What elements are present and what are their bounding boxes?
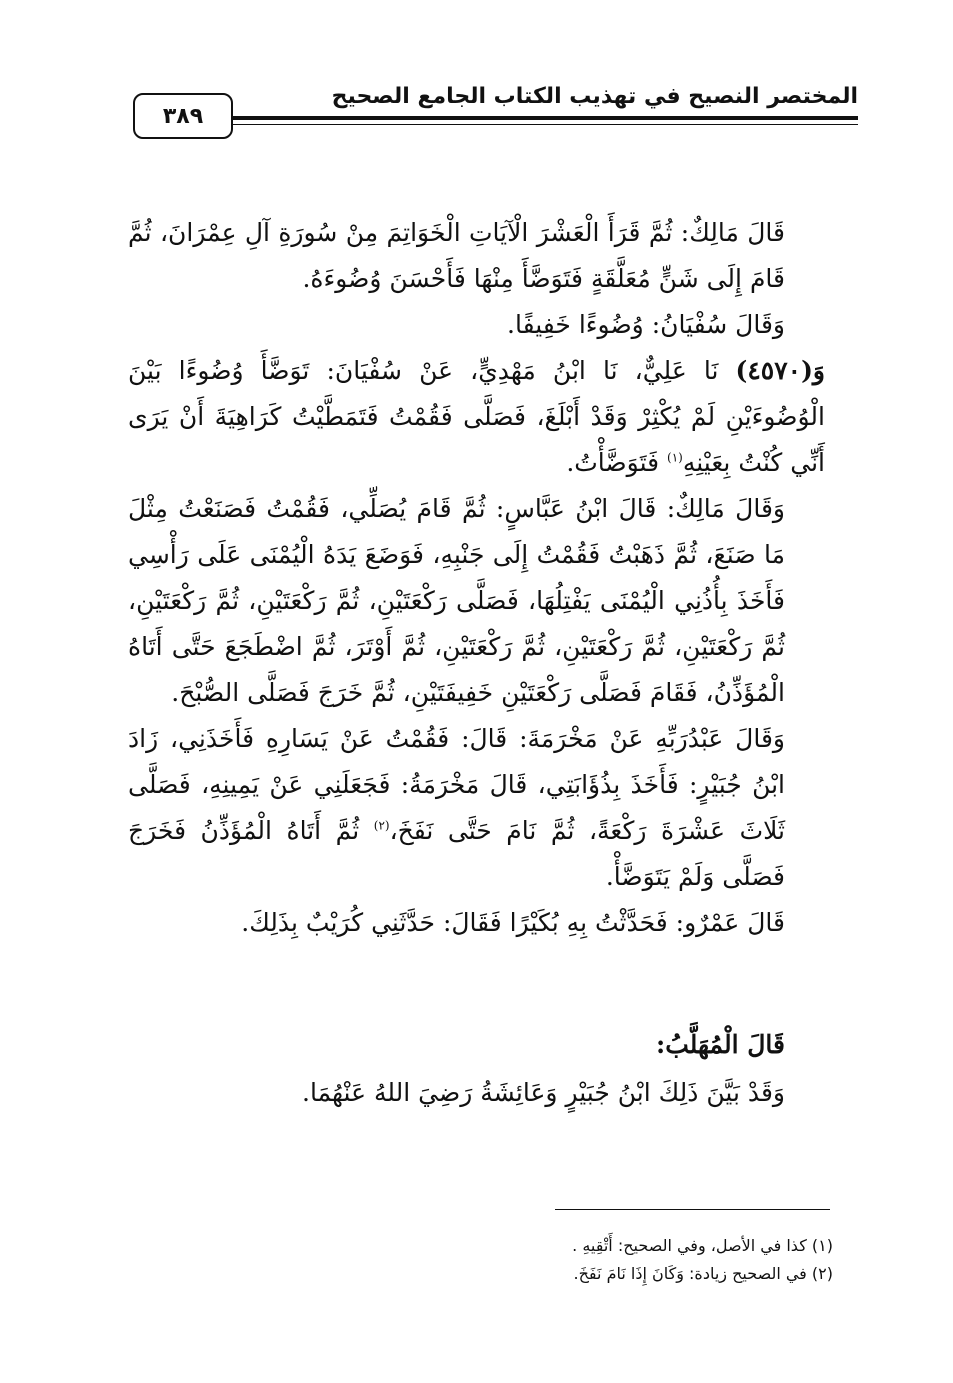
- paragraph-3-text: نَا عَلِيٌّ، نَا ابْنُ مَهْدِيٍّ، عَنْ سُفْيَانَ: تَوَضَّأَ وُضُوءًا بَيْنَ الْوُضُوءَيْنِ لَمْ يُكْثِرْ وَقَدْ أَبْلَغَ، فَصَلَّى فَقُمْتُ فَتَمَطَّيْتُ كَرَاهِيَةَ أَنْ يَرَى أَنِّي كُنْتُ بِعَيْنِهِ: [128, 356, 825, 477]
- paragraph-5-text: وَقَالَ عَبْدُرَبِّهِ عَنْ مَخْرَمَةَ: قَالَ: فَقُمْتُ عَنْ يَسَارِهِ فَأَخَذَنِي، زَادَ ابْنُ جُبَيْرٍ: فَأَخَذَ بِذُؤَابَتِي، قَالَ مَخْرَمَةُ: فَجَعَلَنِي عَنْ يَمِينِهِ، فَصَلَّى ثَلَاثَ عَشْرَةَ رَكْعَةً، ثُمَّ نَامَ حَتَّى نَفَخَ،: [128, 724, 786, 845]
- footnote-separator: [555, 1209, 830, 1210]
- footnote-ref-1: (١): [667, 450, 683, 465]
- hadith-number: وَ(٤٥٧٠): [735, 356, 825, 385]
- header-rule-thin: [232, 124, 858, 125]
- paragraph-2: وَقَالَ سُفْيَانُ: وُضُوءًا خَفِيفًا.: [507, 310, 785, 339]
- section-heading: قَالَ الْمُهَلَّبُ:: [655, 1030, 785, 1059]
- footnote-2: (٢) في الصحيح زيادة: وَكَانَ إِذَا نَامَ نَفَخَ.: [573, 1264, 833, 1283]
- paragraph-3-end: فَتَوَضَّأْتُ.: [566, 448, 660, 477]
- section-text: وَقَدْ بَيَّنَ ذَلِكَ ابْنُ جُبَيْرٍ وَعَائِشَةُ رَضِيَ اللهُ عَنْهُمَا.: [302, 1078, 785, 1107]
- paragraph-3: [128, 348, 825, 486]
- header-rule-thick: [232, 116, 858, 120]
- page-number: ٣٨٩: [133, 93, 233, 139]
- footnotes: [128, 1232, 833, 1288]
- paragraph-5: [128, 716, 825, 900]
- paragraph-6: قَالَ عَمْرٌو: فَحَدَّثْتُ بِهِ بُكَيْرًا فَقَالَ: حَدَّثَنِي كُرَيْبٌ بِذَلِكَ.: [241, 908, 785, 937]
- running-header-title: المختصر النصيح في تهذيب الكتاب الجامع الصحيح: [331, 84, 858, 109]
- paragraph-5-end: ثُمَّ أَتَاهُ الْمُؤَذِّنُ فَخَرَجَ فَصَلَّى وَلَمْ يَتَوَضَّأْ.: [128, 816, 785, 891]
- paragraph-1: قَالَ مَالِكٌ: ثُمَّ قَرَأَ الْعَشْرَ الْآيَاتِ الْخَوَاتِمَ مِنْ سُورَةِ آلِ عِمْرَانَ، ثُمَّ قَامَ إِلَى شَنٍّ مُعَلَّقَةٍ فَتَوَضَّأَ مِنْهَا فَأَحْسَنَ وُضُوءَهُ.: [128, 218, 785, 293]
- footnote-1: (١) كذا في الأصل، وفي الصحيح: أَتْقِيهِ .: [572, 1236, 833, 1255]
- main-text: [128, 210, 825, 946]
- paragraph-4: وَقَالَ مَالِكٌ: قَالَ ابْنُ عَبَّاسٍ: ثُمَّ قَامَ يُصَلِّي، فَقُمْتُ فَصَنَعْتُ مِثْلَ مَا صَنَعَ، ثُمَّ ذَهَبْتُ فَقُمْتُ إِلَى جَنْبِهِ، فَوَضَعَ يَدَهُ الْيُمْنَى عَلَى رَأْسِي فَأَخَذَ بِأُذُنِي الْيُمْنَى يَفْتِلُهَا، فَصَلَّى رَكْعَتَيْنِ، ثُمَّ رَكْعَتَيْنِ، ثُمَّ رَكْعَتَيْنِ، ثُمَّ رَكْعَتَيْنِ، ثُمَّ رَكْعَتَيْنِ، ثُمَّ رَكْعَتَيْنِ، ثُمَّ أَوْتَرَ، ثُمَّ اضْطَجَعَ حَتَّى أَتَاهُ الْمُؤَذِّنُ، فَقَامَ فَصَلَّى رَكْعَتَيْنِ خَفِيفَتَيْنِ، ثُمَّ خَرَجَ فَصَلَّى الصُّبْحَ.: [128, 494, 785, 707]
- footnote-ref-2: (٢): [373, 818, 390, 833]
